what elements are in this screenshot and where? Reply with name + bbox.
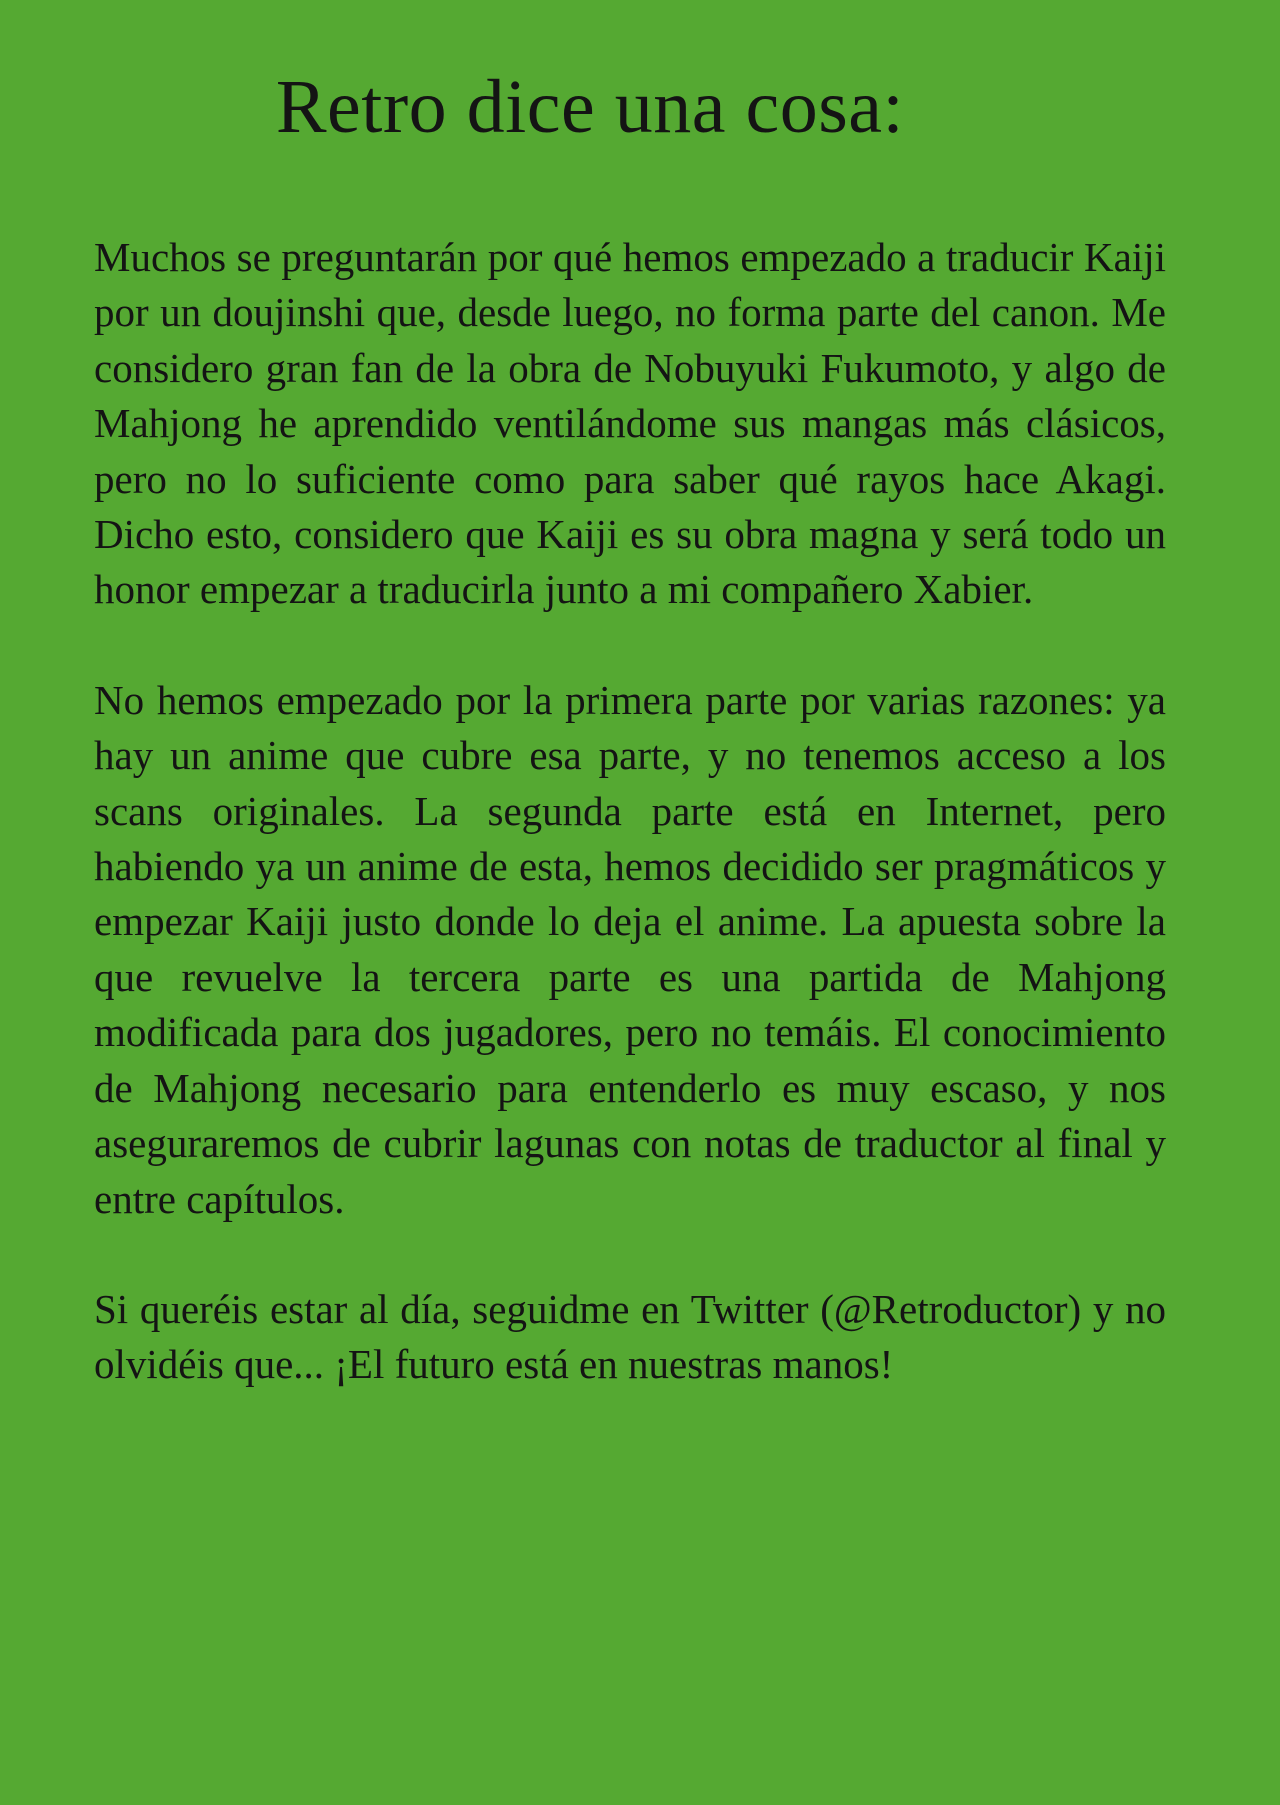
page-title: Retro dice una cosa:	[275, 65, 905, 149]
paragraph-follow: Si queréis estar al día, seguidme en Twitter (@Retroductor) y no olvidéis que... ¡El futuro está en nuestras manos!	[94, 1285, 1166, 1388]
paragraph-reasons: No hemos empezado por la primera parte por varias razones: ya hay un anime que cubre esa parte, y no tenemos acceso a los scans originales. La segunda parte está en Internet, pero habiendo ya un anime de esta, hemos decidido ser pragmáticos y empezar Kaiji justo donde lo deja el anime. La apuesta sobre la que revuelve la tercera parte es una partida de Mahjong modificada para dos jugadores, pero no temáis. El conocimiento de Mahjong necesario para entenderlo es muy escaso, y nos aseguraremos de cubrir lagunas con notas de traductor al final y entre capítulos.	[94, 676, 1166, 1222]
note-body	[94, 230, 1166, 1448]
paragraph-intro: Muchos se preguntarán por qué hemos empezado a traducir Kaiji por un doujinshi que, desde luego, no forma parte del canon. Me considero gran fan de la obra de Nobuyuki Fukumoto, y algo de Mahjong he aprendido ventilándome sus mangas más clásicos, pero no lo suficiente como para saber qué rayos hace Akagi. Dicho esto, considero que Kaiji es su obra magna y será todo un honor empezar a traducirla junto a mi compañero Xabier.	[94, 234, 1166, 613]
